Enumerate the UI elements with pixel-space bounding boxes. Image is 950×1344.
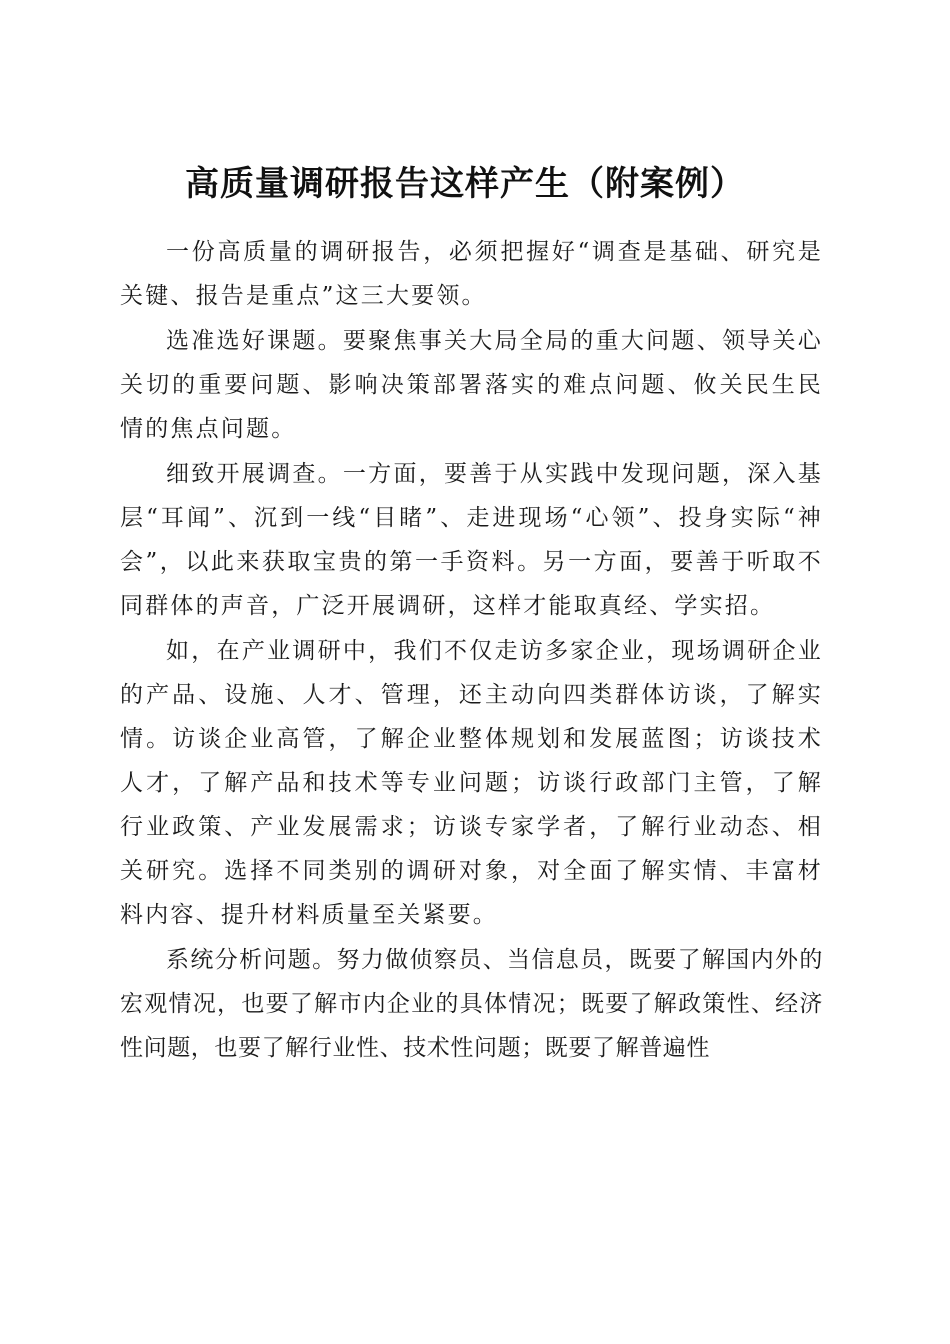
document-body	[120, 230, 823, 1071]
paragraph-intro: 一份高质量的调研报告，必须把握好“调查是基础、研究是关键、报告是重点”这三大要领。	[120, 239, 823, 309]
paragraph-select-topic: 选准选好课题。要聚焦事关大局全局的重大问题、领导关心关切的重要问题、影响决策部署落实的难点问题、攸关民生民情的焦点问题。	[120, 328, 823, 442]
paragraph-analysis: 系统分析问题。努力做侦察员、当信息员，既要了解国内外的宏观情况，也要了解市内企业的具体情况；既要了解政策性、经济性问题，也要了解行业性、技术性问题；既要了解普遍性	[120, 947, 823, 1061]
document-title: 高质量调研报告这样产生（附案例）	[185, 163, 745, 204]
paragraph-example: 如，在产业调研中，我们不仅走访多家企业，现场调研企业的产品、设施、人才、管理，还主动向四类群体访谈，了解实情。访谈企业高管，了解企业整体规划和发展蓝图；访谈技术人才，了解产品和技术等专业问题；访谈行政部门主管，了解行业政策、产业发展需求；访谈专家学者，了解行业动态、相关研究。选择不同类别的调研对象，对全面了解实情、丰富材料内容、提升材料质量至关紧要。	[120, 638, 823, 928]
paragraph-investigation: 细致开展调查。一方面，要善于从实践中发现问题，深入基层“耳闻”、沉到一线“目睹”、走进现场“心领”、投身实际“神会”，以此来获取宝贵的第一手资料。另一方面，要善于听取不同群体的声音，广泛开展调研，这样才能取真经、学实招。	[120, 461, 823, 619]
